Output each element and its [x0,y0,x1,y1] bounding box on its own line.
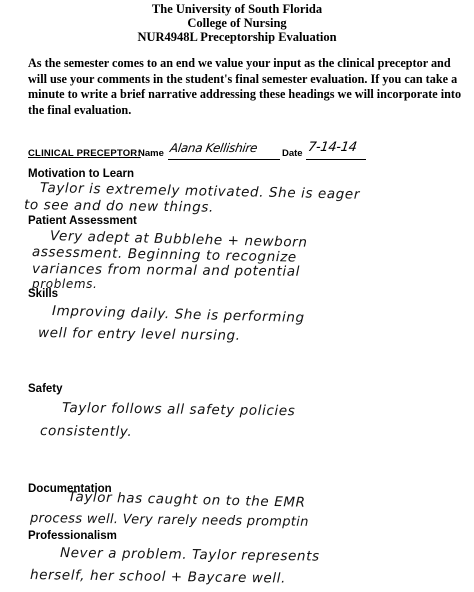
patient-line-4: problems. [32,277,98,291]
documentation-line-2: process well. Very rarely needs promptin [29,511,309,530]
professionalism-heading: Professionalism [28,530,117,542]
documentation-heading: Documentation [28,483,112,495]
motivation-line-1: Taylor is extremely motivated. She is eager [39,180,361,203]
safety-line-2: consistently. [39,423,133,440]
date-label: Date [282,148,303,159]
patient-line-3: variances from normal and potential [31,261,301,280]
preceptor-name-handwritten: Alana Kellishire [169,141,259,155]
name-label: Name [138,148,164,159]
skills-line-2: well for entry level nursing. [37,325,241,344]
university-title: The University of South Florida [151,2,323,16]
name-underline [168,159,280,160]
motivation-heading: Motivation to Learn [28,168,135,180]
professionalism-line-2: herself, her school + Baycare well. [29,567,287,587]
patient-assessment-heading: Patient Assessment [28,215,137,227]
documentation-line-1: Taylor has caught on to the EMR [67,489,306,511]
patient-line-2: assessment. Beginning to recognize [31,244,297,266]
safety-heading: Safety [28,383,63,395]
date-handwritten: 7-14-14 [306,140,358,155]
college-title: College of Nursing [187,16,287,30]
safety-line-1: Taylor follows all safety policies [61,400,296,420]
skills-heading: Skills [28,288,59,300]
patient-line-1: Very adept at Bubblehe + newborn [49,228,308,251]
intro-paragraph: As the semester comes to an end we value your input as the clinical preceptor and will use your comments in the student's final semester evaluation. If you can take a minute to write a brief narrative addressing these headings we will incorporate into the final evaluation. [28,56,462,117]
professionalism-line-1: Never a problem. Taylor represents [59,545,320,565]
date-underline [306,159,366,160]
form-title: NUR4948L Preceptorship Evaluation [137,30,337,44]
preceptor-label: CLINICAL PRECEPTOR: [28,148,141,159]
skills-line-1: Improving daily. She is performing [51,303,305,327]
preceptor-row [28,140,468,162]
motivation-line-2: to see and do new things. [23,197,214,216]
